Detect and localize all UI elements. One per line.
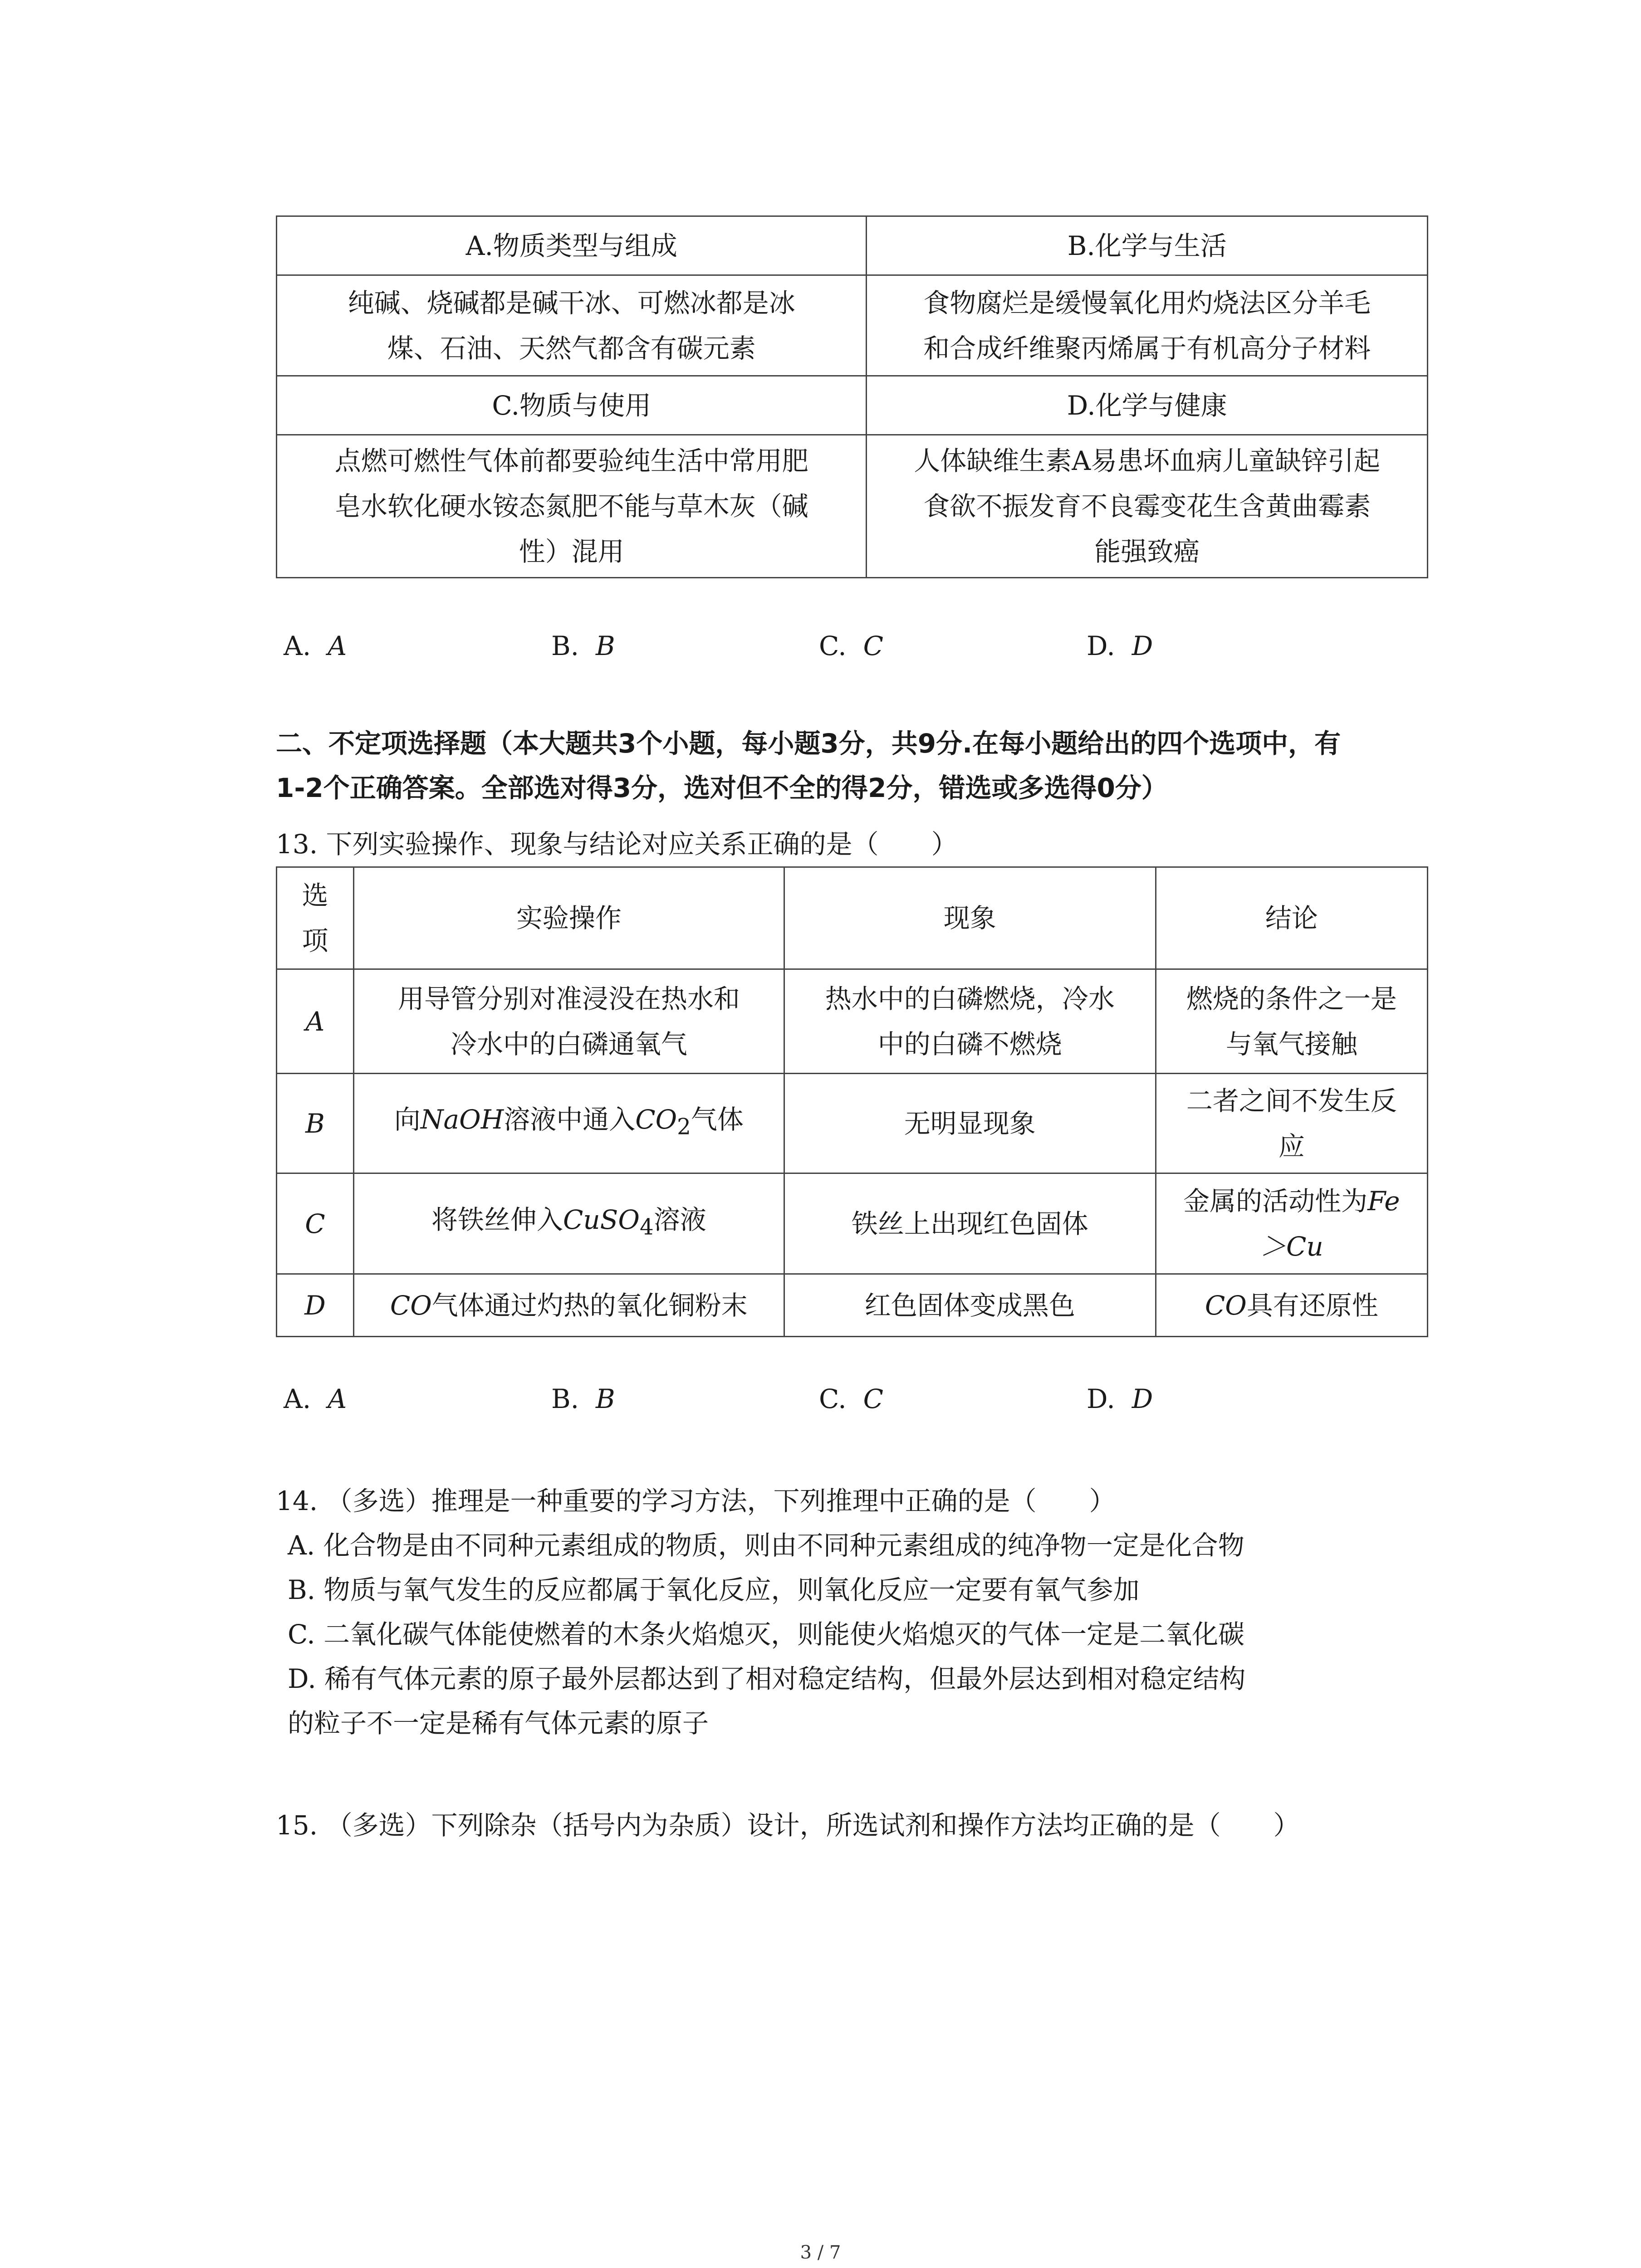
q13-row-a-operation: 用导管分别对准浸没在热水和 冷水中的白磷通氧气	[353, 969, 784, 1074]
table-cell-c: 点燃可燃性气体前都要验纯生活中常用肥 皂水软化硬水铵态氮肥不能与草木灰（碱 性）混用	[277, 435, 867, 578]
q13-header-operation: 实验操作	[353, 867, 784, 969]
q13-row-b-option: B	[277, 1074, 354, 1173]
q13-row-a-option: A	[277, 969, 354, 1074]
q13-row-c-operation: 将铁丝伸入CuSO$_4$溶液	[353, 1173, 784, 1274]
q13-row-d-phenomenon: 红色固体变成黑色	[784, 1274, 1156, 1337]
q13-row-a-phenomenon: 热水中的白磷燃烧，冷水 中的白磷不燃烧	[784, 969, 1156, 1074]
table-row	[277, 969, 1428, 1074]
q14-choice-c[interactable]: C. 二氧化碳气体能使燃着的木条火焰熄灭，则能使火焰熄灭的气体一定是二氧化碳	[288, 1619, 1245, 1650]
q13-options	[284, 1383, 1354, 1414]
q13-table	[276, 866, 1428, 1337]
q13-row-b-conclusion: 二者之间不发生反 应	[1156, 1074, 1427, 1173]
q14-choice-d-continued: 的粒子不一定是稀有气体元素的原子	[288, 1708, 709, 1739]
q13-option-b[interactable]: B. B	[551, 1383, 615, 1414]
q14-choice-d[interactable]: D. 稀有气体元素的原子最外层都达到了相对稳定结构，但最外层达到相对稳定结构	[288, 1663, 1246, 1694]
q13-row-c-phenomenon: 铁丝上出现红色固体	[784, 1173, 1156, 1274]
q12-option-b[interactable]: B. B	[551, 631, 615, 661]
q13-header-conclusion: 结论	[1156, 867, 1427, 969]
table-header-a: A.物质类型与组成	[277, 216, 867, 275]
q12-option-a[interactable]: A. A	[284, 631, 347, 661]
q12-table	[276, 215, 1428, 578]
table-cell-b: 食物腐烂是缓慢氧化用灼烧法区分羊毛 和合成纤维聚丙烯属于有机高分子材料	[867, 275, 1428, 376]
q13-stem: 13. 下列实验操作、现象与结论对应关系正确的是（ ）	[276, 829, 958, 860]
table-header-b: B.化学与生活	[867, 216, 1428, 275]
table-row	[277, 1074, 1428, 1173]
q13-row-d-conclusion: CO具有还原性	[1156, 1274, 1427, 1337]
q13-header-phenomenon: 现象	[784, 867, 1156, 969]
page-number: 3 / 7	[800, 2242, 841, 2263]
q13-option-a[interactable]: A. A	[284, 1383, 347, 1414]
table-header-c: C.物质与使用	[277, 376, 867, 435]
table-row	[277, 1274, 1428, 1337]
q14-choice-b[interactable]: B. 物质与氧气发生的反应都属于氧化反应，则氧化反应一定要有氧气参加	[288, 1574, 1140, 1605]
q13-row-b-phenomenon: 无明显现象	[784, 1074, 1156, 1173]
q12-option-d[interactable]: D. D	[1087, 631, 1153, 661]
q13-row-b-operation: 向NaOH溶液中通入$CO_2$气体	[353, 1074, 784, 1173]
q13-row-d-operation: CO气体通过灼热的氧化铜粉末	[353, 1274, 784, 1337]
table-header-d: D.化学与健康	[867, 376, 1428, 435]
q13-row-c-option: C	[277, 1173, 354, 1274]
q13-row-d-option: D	[277, 1274, 354, 1337]
table-cell-d: 人体缺维生素A易患坏血病儿童缺锌引起 食欲不振发育不良霉变花生含黄曲霉素 能强致癌	[867, 435, 1428, 578]
q13-header-option: 选 项	[277, 867, 354, 969]
q13-option-c[interactable]: C. C	[819, 1383, 884, 1414]
table-row	[277, 1173, 1428, 1274]
q13-row-a-conclusion: 燃烧的条件之一是 与氧气接触	[1156, 969, 1427, 1074]
q14-stem: 14. （多选）推理是一种重要的学习方法，下列推理中正确的是（ ）	[276, 1486, 1116, 1516]
table-cell-a: 纯碱、烧碱都是碱干冰、可燃冰都是冰 煤、石油、天然气都含有碳元素	[277, 275, 867, 376]
section-heading: 二、不定项选择题（本大题共3个小题，每小题3分，共9分.在每小题给出的四个选项中，有 1-2个正确答案。全部选对得3分，选对但不全的得2分，错选或多选得0分）	[276, 728, 1341, 803]
q15-stem: 15. （多选）下列除杂（括号内为杂质）设计，所选试剂和操作方法均正确的是（ ）	[276, 1810, 1300, 1841]
q14-choice-a[interactable]: A. 化合物是由不同种元素组成的物质，则由不同种元素组成的纯净物一定是化合物	[288, 1530, 1244, 1561]
q12-option-c[interactable]: C. C	[819, 631, 884, 661]
q13-row-c-conclusion: 金属的活动性为Fe ＞Cu	[1156, 1173, 1427, 1274]
q12-options	[284, 631, 1354, 661]
q13-option-d[interactable]: D. D	[1087, 1383, 1153, 1414]
